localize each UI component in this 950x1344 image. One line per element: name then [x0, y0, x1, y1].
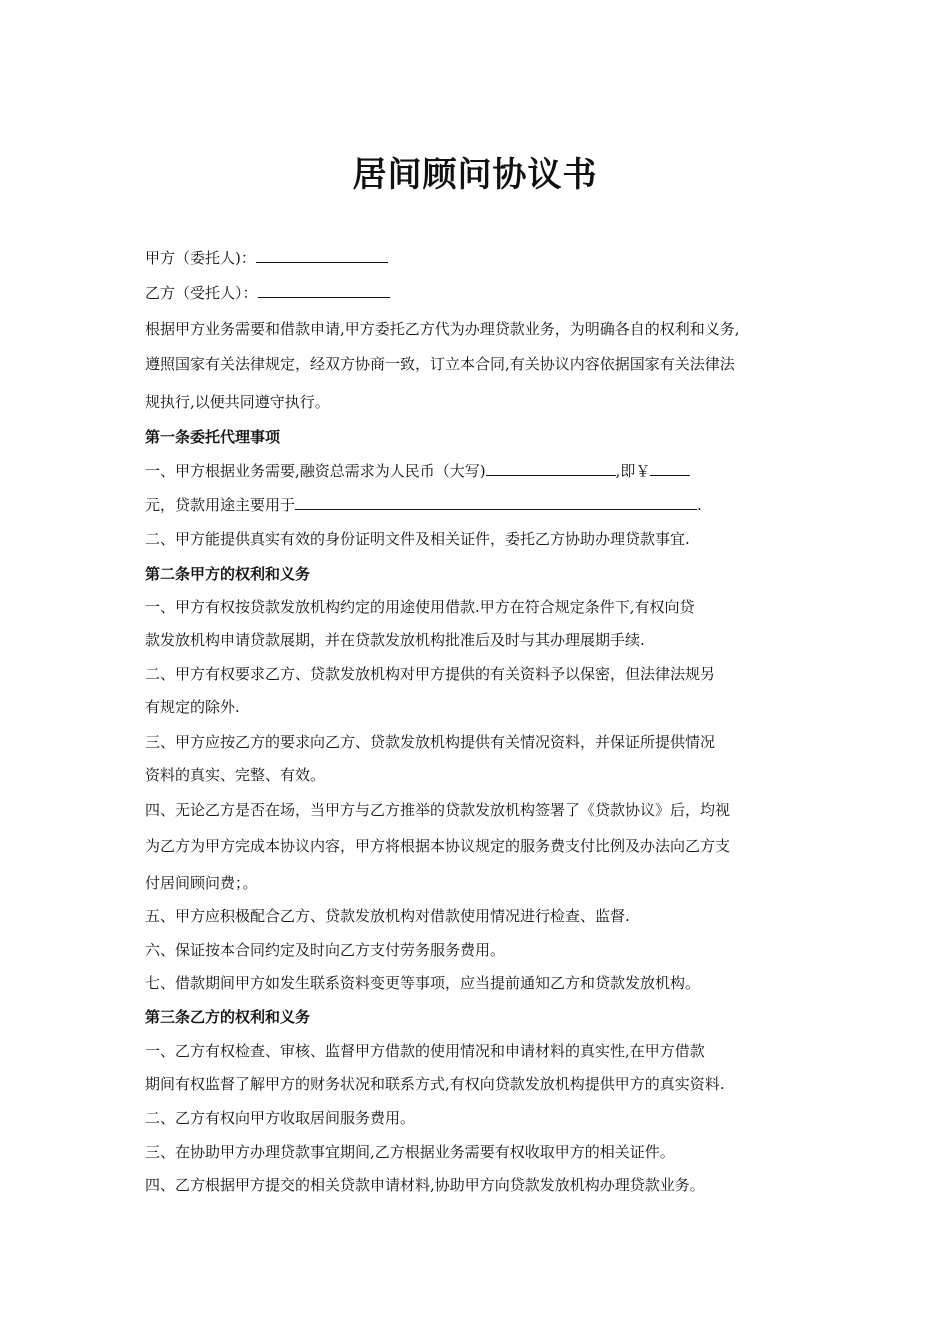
- party-a-label: 甲方（委托人)：: [145, 249, 256, 267]
- intro-line: 规执行,以便共同遵守执行。: [145, 393, 330, 411]
- article2-line: 二、甲方有权要求乙方、贷款发放机构对甲方提供的有关资料予以保密，但法律法规另: [145, 665, 716, 683]
- article3-line: 三、在协助甲方办理贷款事宜期间,乙方根据业务需要有权收取甲方的相关证件。: [145, 1143, 675, 1161]
- article2-line: 资料的真实、完整、有效。: [145, 766, 326, 784]
- party-b-label: 乙方（受托人）：: [145, 284, 258, 302]
- party-a-blank[interactable]: [256, 247, 388, 263]
- article2-line: 为乙方为甲方完成本协议内容，甲方将根据本协议规定的服务费支付比例及办法向乙方支: [145, 837, 731, 855]
- article1-purpose-end: .: [697, 496, 702, 514]
- article1-purpose-label: 元，贷款用途主要用于: [145, 496, 296, 514]
- article2-line: 有规定的除外.: [145, 698, 240, 716]
- article3-line: 期间有权监督了解甲方的财务状况和联系方式,有权向贷款发放机构提供甲方的真实资料.: [145, 1075, 725, 1093]
- article1-item2: 二、甲方能提供真实有效的身份证明文件及相关证件，委托乙方协助办理贷款事宜.: [145, 530, 690, 548]
- article3-line: 一、乙方有权检查、审核、监督甲方借款的使用情况和申请材料的真实性,在甲方借款: [145, 1042, 705, 1060]
- article1-item1-text: 一、甲方根据业务需要,融资总需求为人民币（大写): [145, 462, 486, 480]
- document-title: 居间顾问协议书: [352, 155, 598, 195]
- article2-line: 四、无论乙方是否在场，当甲方与乙方推举的贷款发放机构签署了《贷款协议》后，均视: [145, 801, 731, 819]
- article3-line: 四、乙方根据甲方提交的相关贷款申请材料,协助甲方向贷款发放机构办理贷款业务。: [145, 1176, 705, 1194]
- intro-line: 根据甲方业务需要和借款申请,甲方委托乙方代为办理贷款业务，为明确各自的权利和义务,: [145, 320, 740, 338]
- article2-heading: 第二条甲方的权利和义务: [145, 565, 311, 583]
- article1-item1-yen: ,即￥: [615, 462, 651, 480]
- intro-line: 遵照国家有关法律规定，经双方协商一致，订立本合同,有关协议内容依据国家有关法律法: [145, 355, 735, 373]
- article2-line: 付居间顾问费；。: [145, 874, 258, 892]
- article2-line: 五、甲方应积极配合乙方、贷款发放机构对借款使用情况进行检查、监督.: [145, 907, 630, 925]
- loan-amount-figure-blank[interactable]: [650, 460, 690, 476]
- article2-line: 三、甲方应按乙方的要求向乙方、贷款发放机构提供有关情况资料，并保证所提供情况: [145, 733, 716, 751]
- party-a-line: [145, 247, 388, 269]
- article1-purpose-line: [145, 494, 702, 516]
- article1-item1-line: [145, 460, 690, 482]
- article3-line: 二、乙方有权向甲方收取居间服务费用。: [145, 1109, 416, 1127]
- party-b-blank[interactable]: [258, 282, 390, 298]
- article2-line: 六、保证按本合同约定及时向乙方支付劳务服务费用。: [145, 941, 506, 959]
- loan-amount-words-blank[interactable]: [486, 460, 616, 476]
- article3-heading: 第三条乙方的权利和义务: [145, 1008, 311, 1026]
- article1-heading: 第一条委托代理事项: [145, 428, 281, 446]
- loan-purpose-blank[interactable]: [295, 494, 697, 510]
- party-b-line: [145, 282, 390, 304]
- article2-line: 七、借款期间甲方如发生联系资料变更等事项，应当提前通知乙方和贷款发放机构。: [145, 974, 701, 992]
- article2-line: 款发放机构申请贷款展期，并在贷款发放机构批准后及时与其办理展期手续.: [145, 631, 645, 649]
- article2-line: 一、甲方有权按贷款发放机构约定的用途使用借款.甲方在符合规定条件下,有权向贷: [145, 598, 695, 616]
